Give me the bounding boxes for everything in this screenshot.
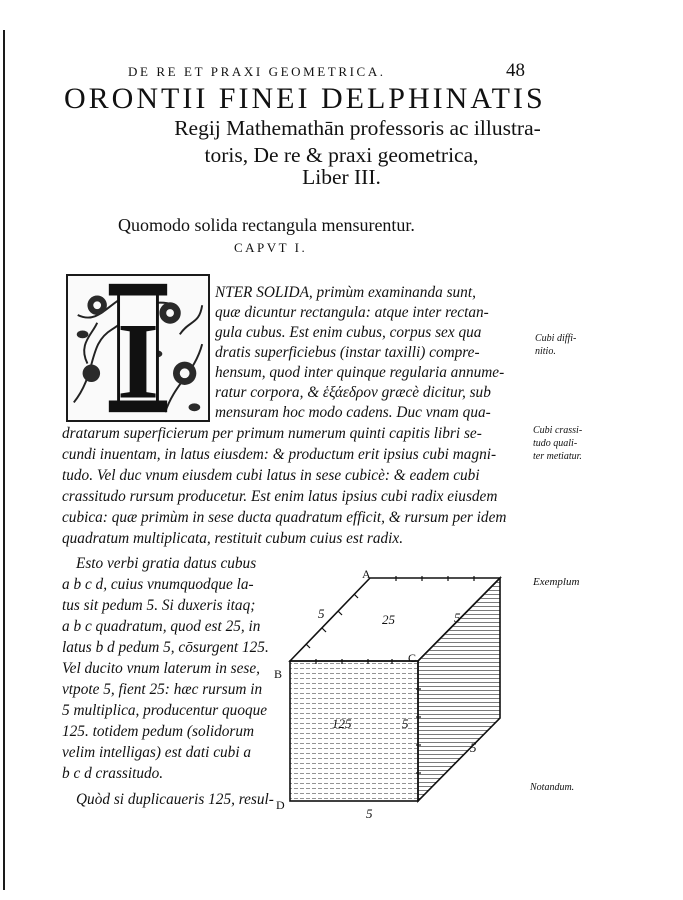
body-line: ratur corpora, & ἑξάεδρον græcè dicitur, sub: [215, 384, 491, 401]
margin-note-line: ter metiatur.: [533, 451, 582, 462]
body-line: NTER SOLIDA, primùm examinanda sunt,: [215, 284, 476, 301]
margin-note-line: tudo quali-: [533, 438, 578, 449]
body-line: a b c d, cuius vnumquodque la-: [62, 576, 254, 593]
margin-note-cubi-crassitudo: [533, 424, 582, 463]
body-line: mensuram hoc modo cadens. Duc vnam qua-: [215, 404, 491, 421]
corner-label-c: C: [408, 651, 417, 665]
body-line: hensum, quod inter quinque regularia annume-: [215, 364, 505, 381]
margin-note-exemplum: Exemplum: [533, 576, 580, 588]
margin-note-notandum: Notandum.: [530, 782, 575, 793]
body-line: quæ dicuntur rectangula: atque inter rectan-: [215, 304, 489, 321]
body-line: dratis superficiebus (instar taxilli) compre-: [215, 344, 480, 361]
page-number: 48: [506, 60, 525, 81]
running-head: DE RE ET PRAXI GEOMETRICA.: [128, 64, 386, 79]
margin-note-line: nitio.: [535, 346, 556, 357]
body-line: 5 multiplica, producentur quoque: [62, 702, 268, 719]
edge-value: 5: [402, 716, 409, 731]
top-face-value: 25: [382, 612, 395, 627]
author-title: ORONTII FINEI DELPHINATIS: [64, 82, 546, 115]
floral-initial-icon: [68, 276, 208, 420]
body-line: 125. totidem pedum (solidorum: [62, 723, 255, 740]
body-line: latus b d pedum 5, cōsurgent 125.: [62, 639, 269, 656]
body-line: a b c quadratum, quod est 25, in: [62, 618, 261, 635]
body-line: Quòd si duplicaueris 125, resul-: [76, 791, 274, 808]
cube-front-face: [290, 661, 418, 801]
body-line: velim intelligas) est dati cubi a: [62, 744, 252, 761]
body-line: cundi inuentam, in latus eiusdem: & productum erit ipsius cubi magni-: [62, 446, 497, 463]
corner-label-d: D: [276, 798, 285, 812]
body-line: tudo. Vel duc vnum eiusdem cubi latus in sese cubicè: & eadem cubi: [62, 467, 480, 484]
title-line-3: Liber III.: [302, 165, 381, 189]
edge-value: 5: [470, 740, 477, 755]
title-line-1: Regij Mathemathān professoris ac illustra-: [174, 116, 541, 140]
decorated-initial: [66, 274, 210, 422]
body-line: dratarum superficierum per primum numerum quinti capitis libri se-: [62, 425, 482, 442]
body-line: gula cubus. Est enim cubus, corpus sex qua: [215, 324, 482, 341]
corner-label-a: A: [362, 567, 371, 581]
corner-label-b: B: [274, 667, 283, 681]
front-face-value: 125: [332, 716, 352, 731]
body-line: crassitudo rursum producetur. Est enim latus ipsius cubi radix eiusdem: [62, 488, 498, 505]
initial-letter: I: [116, 300, 160, 420]
edge-value: 5: [318, 606, 325, 621]
body-line: b c d crassitudo.: [62, 765, 164, 782]
body-line: tus sit pedum 5. Si duxeris itaq;: [62, 597, 256, 614]
edge-value: 5: [366, 806, 373, 821]
margin-note-cubi-definitio: [535, 332, 576, 358]
chapter-title: Quomodo solida rectangula mensurentur.: [118, 215, 415, 235]
cube-figure: [270, 566, 530, 826]
edge-value: 5: [454, 610, 461, 625]
body-line: quadratum multiplicata, restituit cubum cuius est radix.: [62, 530, 404, 547]
chapter-number: CAPVT I.: [234, 240, 308, 255]
body-line: vtpote 5, fient 25: hæc rursum in: [62, 681, 263, 698]
margin-note-line: Cubi diffi-: [535, 333, 577, 344]
title-line-2: toris, De re & praxi geometrica,: [204, 143, 479, 167]
body-line: Vel ducito vnum laterum in sese,: [62, 660, 260, 677]
body-line: cubica: quæ primùm in sese ducta quadratum efficit, & rursum per idem: [62, 509, 507, 526]
margin-note-line: Cubi crassi-: [533, 425, 583, 436]
cube-diagram: [270, 566, 530, 826]
body-line: Esto verbi gratia datus cubus: [76, 555, 257, 572]
